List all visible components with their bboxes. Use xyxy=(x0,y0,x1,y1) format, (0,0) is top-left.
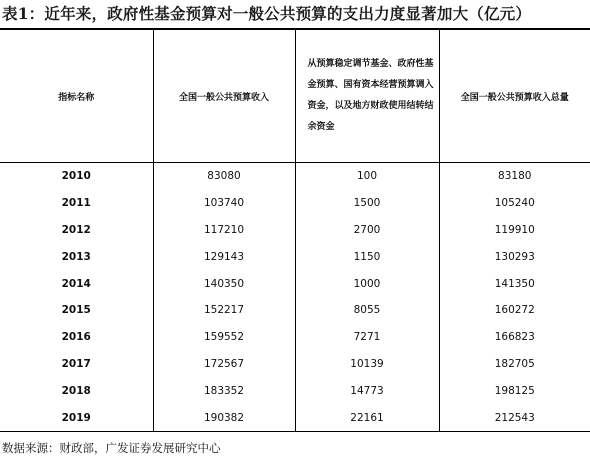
national-revenue-cell: 159552 xyxy=(153,324,295,351)
table-row xyxy=(0,217,590,244)
total-revenue-cell: 119910 xyxy=(439,217,590,244)
year-cell: 2014 xyxy=(61,277,91,290)
table-row xyxy=(0,324,590,351)
transferred-funds-cell: 2700 xyxy=(295,217,439,244)
table-row xyxy=(0,351,590,378)
total-revenue-cell: 83180 xyxy=(439,163,590,190)
header-national-revenue: 全国一般公共预算收入 xyxy=(153,30,295,163)
year-cell: 2015 xyxy=(61,304,91,317)
table-row xyxy=(0,404,590,431)
table-row xyxy=(0,297,590,324)
table-row xyxy=(0,190,590,217)
national-revenue-cell: 183352 xyxy=(153,377,295,404)
total-revenue-cell: 141350 xyxy=(439,270,590,297)
transferred-funds-cell: 1500 xyxy=(295,190,439,217)
year-cell: 2010 xyxy=(61,170,91,183)
header-total-revenue: 全国一般公共预算收入总量 xyxy=(439,30,590,163)
national-revenue-cell: 117210 xyxy=(153,217,295,244)
national-revenue-cell: 152217 xyxy=(153,297,295,324)
table-row xyxy=(0,270,590,297)
total-revenue-cell: 198125 xyxy=(439,377,590,404)
national-revenue-cell: 103740 xyxy=(153,190,295,217)
total-revenue-cell: 130293 xyxy=(439,243,590,270)
transferred-funds-cell: 7271 xyxy=(295,324,439,351)
header-row xyxy=(0,30,590,163)
header-indicator-name: 指标名称 xyxy=(0,30,153,163)
total-revenue-cell: 160272 xyxy=(439,297,590,324)
transferred-funds-cell: 1000 xyxy=(295,270,439,297)
table-row xyxy=(0,377,590,404)
transferred-funds-cell: 100 xyxy=(295,163,439,190)
source-note: 数据来源：财政部，广发证券发展研究中心 xyxy=(2,441,221,455)
year-cell: 2019 xyxy=(0,404,153,431)
table-row xyxy=(0,243,590,270)
transferred-funds-cell: 22161 xyxy=(295,404,439,431)
transferred-funds-cell: 14773 xyxy=(295,377,439,404)
national-revenue-cell: 129143 xyxy=(153,243,295,270)
national-revenue-cell: 140350 xyxy=(153,270,295,297)
year-cell: 2011 xyxy=(61,197,91,210)
data-table-container xyxy=(0,30,590,432)
transferred-funds-cell: 1150 xyxy=(295,243,439,270)
total-revenue-cell: 166823 xyxy=(439,324,590,351)
total-revenue-cell: 105240 xyxy=(439,190,590,217)
year-cell: 2018 xyxy=(61,384,91,397)
transferred-funds-cell: 10139 xyxy=(295,351,439,378)
year-cell: 2016 xyxy=(61,331,91,344)
table-title: 表1：近年来，政府性基金预算对一般公共预算的支出力度显著加大（亿元） xyxy=(2,4,532,23)
transferred-funds-cell: 8055 xyxy=(295,297,439,324)
year-cell: 2013 xyxy=(61,250,91,263)
national-revenue-cell: 83080 xyxy=(153,163,295,190)
national-revenue-cell: 172567 xyxy=(153,351,295,378)
data-table xyxy=(0,30,590,432)
table-row xyxy=(0,163,590,190)
year-cell: 2017 xyxy=(61,357,91,370)
year-cell: 2012 xyxy=(61,223,91,236)
table-body xyxy=(0,163,590,432)
header-transferred-funds: 从预算稳定调节基金、政府性基金预算、国有资本经营预算调入资金，以及地方财政使用结转结余资金 xyxy=(295,30,439,163)
national-revenue-cell: 190382 xyxy=(153,404,295,431)
total-revenue-cell: 212543 xyxy=(439,404,590,431)
total-revenue-cell: 182705 xyxy=(439,351,590,378)
